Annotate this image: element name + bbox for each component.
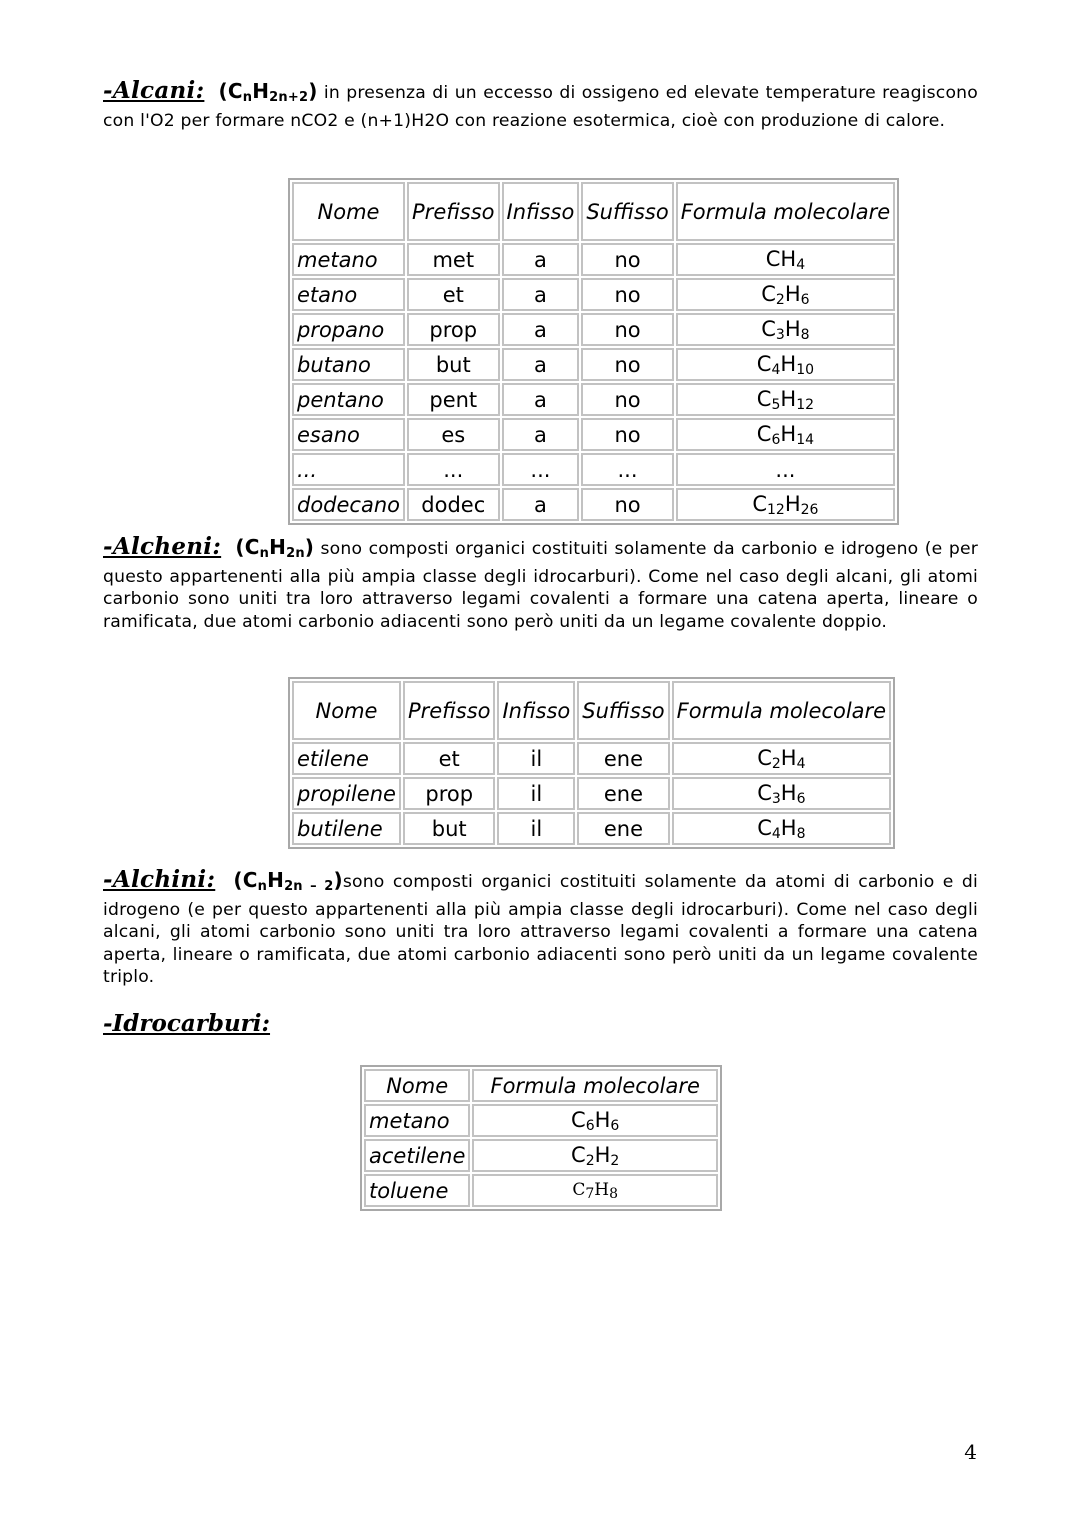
cell-suffisso: ene <box>577 742 669 775</box>
cell-formula: $C_6H_6$ <box>472 1104 718 1137</box>
alcani-heading: -Alcani: <box>103 77 205 104</box>
cell-prefisso: et <box>403 742 496 775</box>
cell-nome: propano <box>292 313 405 346</box>
table-row <box>292 418 895 451</box>
cell-prefisso: met <box>407 243 500 276</box>
alcani-table-header <box>292 182 895 241</box>
header-formula: Formula molecolare <box>676 182 895 241</box>
cell-formula: $C_4H_8$ <box>672 812 891 845</box>
table-row <box>292 348 895 381</box>
cell-prefisso: but <box>403 812 496 845</box>
cell-formula: $C_2H_4$ <box>672 742 891 775</box>
cell-infisso: a <box>502 278 580 311</box>
table-row <box>292 742 891 775</box>
header-infisso: Infisso <box>497 681 575 740</box>
header-formula: Formula molecolare <box>672 681 891 740</box>
cell-formula: ... <box>676 453 895 486</box>
cell-prefisso: et <box>407 278 500 311</box>
header-suffisso: Suffisso <box>577 681 669 740</box>
cell-formula: $C_6H_{14}$ <box>676 418 895 451</box>
alcheni-table-header <box>292 681 891 740</box>
cell-prefisso: but <box>407 348 500 381</box>
alcheni-paragraph <box>103 533 978 633</box>
cell-nome: butilene <box>292 812 401 845</box>
cell-prefisso: prop <box>403 777 496 810</box>
alcani-table <box>288 178 899 525</box>
cell-prefisso: dodec <box>407 488 500 521</box>
cell-suffisso: no <box>581 418 673 451</box>
cell-nome: acetilene <box>364 1139 470 1172</box>
cell-infisso: il <box>497 812 575 845</box>
table-row <box>292 777 891 810</box>
cell-formula: $C_{12}H_{26}$ <box>676 488 895 521</box>
table-row <box>292 383 895 416</box>
cell-suffisso: no <box>581 348 673 381</box>
table-row <box>364 1104 718 1137</box>
cell-infisso: a <box>502 313 580 346</box>
cell-suffisso: ene <box>577 812 669 845</box>
cell-prefisso: ... <box>407 453 500 486</box>
alcani-paragraph <box>103 77 978 132</box>
header-infisso: Infisso <box>502 182 580 241</box>
header-suffisso: Suffisso <box>581 182 673 241</box>
cell-prefisso: pent <box>407 383 500 416</box>
cell-nome: butano <box>292 348 405 381</box>
cell-infisso: ... <box>502 453 580 486</box>
cell-suffisso: ... <box>581 453 673 486</box>
table-row <box>292 313 895 346</box>
alchini-heading: -Alchini: <box>103 866 216 893</box>
table-row <box>292 812 891 845</box>
header-formula: Formula molecolare <box>472 1069 718 1102</box>
cell-infisso: il <box>497 777 575 810</box>
alcheni-table <box>288 677 895 849</box>
cell-formula: $C_2H_6$ <box>676 278 895 311</box>
table-row <box>364 1174 718 1207</box>
table-row <box>292 488 895 521</box>
cell-suffisso: no <box>581 278 673 311</box>
cell-suffisso: no <box>581 383 673 416</box>
alcani-text: in presenza di un eccesso di ossigeno ed elevate temperature reagiscono con l'O2 per formare nCO2 e (n+1)H2O con reazione esotermica, cioè con produzione di calore. <box>103 83 978 131</box>
cell-formula: $C_3H_6$ <box>672 777 891 810</box>
table-row <box>292 453 895 486</box>
alcani-formula: $(C_nH_{2n+2})$ <box>210 79 318 105</box>
table-row <box>364 1139 718 1172</box>
cell-prefisso: prop <box>407 313 500 346</box>
idrocarburi-table <box>360 1065 722 1211</box>
cell-nome: etilene <box>292 742 401 775</box>
cell-infisso: a <box>502 348 580 381</box>
header-nome: Nome <box>364 1069 470 1102</box>
cell-nome: ... <box>292 453 405 486</box>
cell-nome: dodecano <box>292 488 405 521</box>
page-number: 4 <box>964 1440 977 1464</box>
alchini-formula: $(C_nH_{2n - 2})$ <box>223 868 343 894</box>
cell-infisso: a <box>502 418 580 451</box>
cell-infisso: a <box>502 383 580 416</box>
table-row <box>292 278 895 311</box>
header-nome: Nome <box>292 681 401 740</box>
cell-formula: $CH_4$ <box>676 243 895 276</box>
idrocarburi-heading: -Idrocarburi: <box>103 1010 271 1037</box>
alcheni-heading: -Alcheni: <box>103 533 222 560</box>
alchini-text: sono composti organici costituiti solamente da atomi di carbonio e di idrogeno (e per questo appartenenti alla più ampia classe degli idrocarburi). Come nel caso degli alcani, gli atomi carbonio sono uniti tra loro attraverso legami covalenti a formare una catena aperta, lineare o ramificata, due atomi carbonio adiacenti sono però uniti da un legame covalente triplo. <box>103 872 978 987</box>
cell-nome: metano <box>292 243 405 276</box>
cell-nome: etano <box>292 278 405 311</box>
cell-nome: esano <box>292 418 405 451</box>
cell-infisso: a <box>502 488 580 521</box>
cell-formula: $C_7H_8$ <box>472 1174 718 1207</box>
table-row <box>292 243 895 276</box>
alcheni-formula: $(C_nH_{2n})$ <box>227 535 315 561</box>
alcheni-text: sono composti organici costituiti solamente da carbonio e idrogeno (e per questo appartenenti alla più ampia classe degli idrocarburi). Come nel caso degli alcani, gli atomi carbonio sono uniti tra loro attraverso legami covalenti a formare una catena aperta, lineare o ramificata, due atomi carbonio adiacenti sono però uniti da un legame covalente doppio. <box>103 539 978 632</box>
cell-formula: $C_3H_8$ <box>676 313 895 346</box>
cell-nome: propilene <box>292 777 401 810</box>
header-prefisso: Prefisso <box>407 182 500 241</box>
cell-infisso: il <box>497 742 575 775</box>
cell-formula: $C_4H_{10}$ <box>676 348 895 381</box>
header-nome: Nome <box>292 182 405 241</box>
cell-suffisso: ene <box>577 777 669 810</box>
cell-prefisso: es <box>407 418 500 451</box>
cell-nome: metano <box>364 1104 470 1137</box>
cell-suffisso: no <box>581 243 673 276</box>
cell-nome: pentano <box>292 383 405 416</box>
cell-formula: $C_2H_2$ <box>472 1139 718 1172</box>
idrocarburi-table-header <box>364 1069 718 1102</box>
cell-suffisso: no <box>581 488 673 521</box>
alchini-paragraph <box>103 866 978 989</box>
cell-infisso: a <box>502 243 580 276</box>
cell-formula: $C_5H_{12}$ <box>676 383 895 416</box>
header-prefisso: Prefisso <box>403 681 496 740</box>
cell-suffisso: no <box>581 313 673 346</box>
cell-nome: toluene <box>364 1174 470 1207</box>
